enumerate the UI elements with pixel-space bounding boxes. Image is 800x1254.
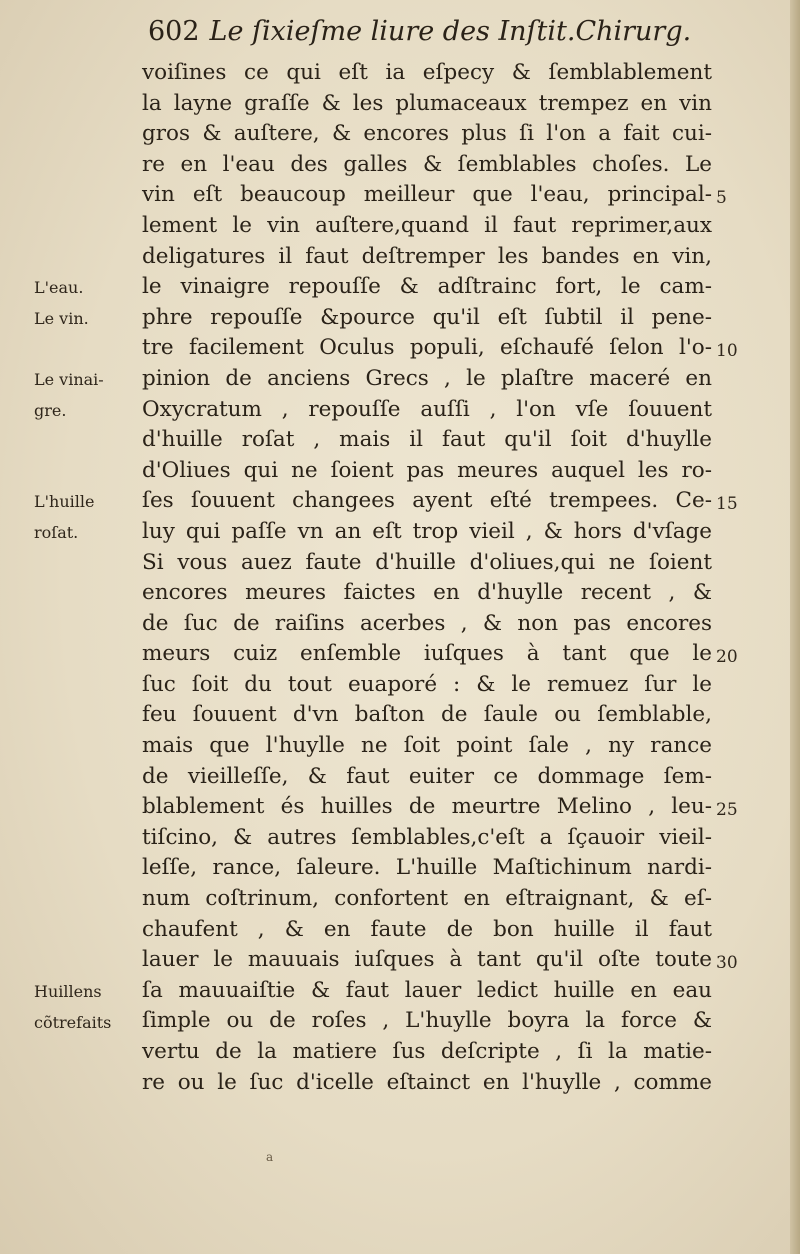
text-line: de ſuc de raiſins acerbes , & non pas encores — [142, 610, 712, 636]
text-line: luy qui paſſe vn an eſt trop vieil , & hors d'vſage — [142, 518, 712, 544]
margin-note: cõtrefaits — [34, 1012, 112, 1032]
margin-note: roſat. — [34, 523, 79, 542]
text-line: tiſcino, & autres ſemblables,c'eſt a ſçauoir vieil- — [142, 824, 712, 850]
text-line: Oxycratum , repouſſe auſſi , l'on vſe ſouuent — [142, 396, 712, 422]
text-line: num coſtrinum, confortent en eſtraignant, & eſ- — [142, 886, 712, 912]
text-line: deligatures il faut deſtremper les bandes en vin, — [142, 243, 712, 269]
text-line: pinion de anciens Grecs , le plaſtre maceré en — [142, 365, 712, 391]
text-line: re ou le ſuc d'icelle eſtainct en l'huylle , comme — [142, 1069, 712, 1095]
line-number: 10 — [716, 341, 738, 362]
text-line: blablement és huilles de meurtre Melino , leu- — [142, 794, 712, 820]
page-number: 602 — [148, 16, 200, 47]
text-line: vin eſt beaucoup meilleur que l'eau, principal- — [142, 182, 712, 208]
page-edge — [790, 0, 800, 1254]
text-line: mais que l'huylle ne ſoit point ſale , ny rance — [142, 733, 712, 759]
text-line: leſſe, rance, ſaleure. L'huille Maſtichinum nardi- — [142, 855, 712, 881]
text-line: d'huille roſat , mais il faut qu'il ſoit d'huylle — [142, 427, 712, 453]
text-line: ſa mauuaiſtie & faut lauer ledict huille en eau — [142, 977, 712, 1003]
line-number: 25 — [716, 800, 738, 821]
margin-note: L'huille — [34, 492, 95, 512]
text-line: lement le vin auſtere,quand il faut reprimer,aux — [142, 212, 712, 238]
text-line: encores meures faictes en d'huylle recent , & — [142, 580, 712, 606]
text-line: le vinaigre repouſſe & adſtrainc fort, le cam- — [142, 274, 712, 300]
text-line: ſes ſouuent changees ayent eſté trempees. Ce- — [142, 488, 712, 514]
line-number: 30 — [716, 953, 738, 974]
margin-note: Huillens — [34, 982, 102, 1001]
line-number: 20 — [716, 647, 738, 668]
margin-note: Le vinai- — [34, 370, 104, 389]
running-header — [148, 16, 708, 56]
body-text — [142, 58, 712, 1098]
margin-note: Le vin. — [34, 308, 89, 328]
line-number: 15 — [716, 494, 738, 515]
text-line: Si vous auez faute d'huille d'oliues,qui ne ſoient — [142, 549, 712, 575]
text-line: ſuc ſoit du tout euaporé : & le remuez ſur le — [142, 671, 712, 697]
text-line: feu ſouuent d'vn baſton de ſaule ou ſemblable, — [142, 702, 712, 728]
text-line: ſimple ou de roſes , L'huylle boyra la force & — [142, 1008, 712, 1034]
text-line: de vieilleſſe, & faut euiter ce dommage ſem- — [142, 763, 712, 789]
text-line: la layne graſſe & les plumaceaux trempez en vin — [142, 90, 712, 116]
line-number: 5 — [716, 188, 727, 209]
margin-note: gre. — [34, 400, 67, 420]
text-line: voiſines ce qui eſt ia eſpecy & ſemblablement — [142, 60, 712, 85]
text-line: meurs cuiz enſemble iuſques à tant que le — [142, 641, 712, 667]
running-title: Le ſixieſme liure des Inſtit.Chirurg. — [209, 16, 692, 47]
text-line: vertu de la matiere ſus deſcripte , ſi la matie- — [142, 1039, 712, 1064]
text-line: gros & auſtere, & encores plus ſi l'on a fait cui- — [142, 121, 712, 147]
text-line: chaufent , & en faute de bon huille il faut — [142, 916, 712, 942]
text-line: phre repouſſe &pource qu'il eſt ſubtil il pene- — [142, 304, 712, 330]
text-line: lauer le mauuais iuſques à tant qu'il oſte toute — [142, 947, 712, 973]
signature-mark: a — [266, 1150, 274, 1164]
text-line: tre facilement Oculus populi, eſchaufé ſelon l'o- — [142, 335, 712, 361]
text-line: d'Oliues qui ne ſoient pas meures auquel les ro- — [142, 457, 712, 483]
text-line: re en l'eau des galles & ſemblables choſes. Le — [142, 151, 712, 177]
margin-note: L'eau. — [34, 278, 84, 298]
